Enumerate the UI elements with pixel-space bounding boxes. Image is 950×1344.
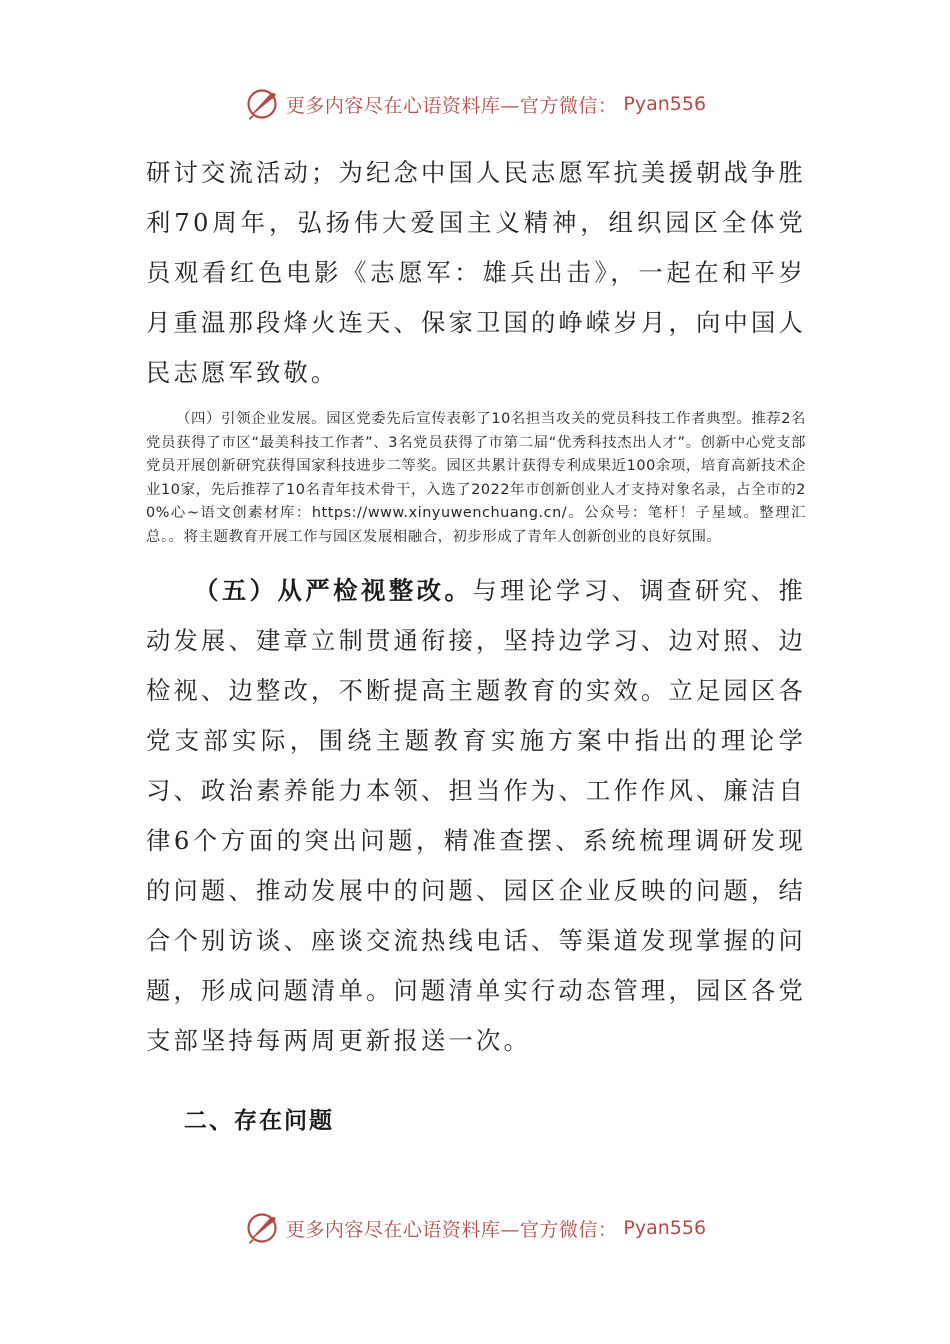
footer-banner-id: Pyan556 — [623, 1217, 707, 1239]
paragraph-continued: 研讨交流活动；为纪念中国人民志愿军抗美援朝战争胜利70周年，弘扬伟大爱国主义精神，组织园区全体党员观看红色电影《志愿军：雄兵出击》，一起在和平岁月重温那段烽火连天、保家卫国的峥嵘岁月，向中国人民志愿军致敬。 — [146, 158, 806, 387]
paragraph-rectification-text: 与理论学习、调查研究、推动发展、建章立制贯通衔接，坚持边学习、边对照、边检视、边整改，不断提高主题教育的实效。立足园区各党支部实际，围绕主题教育实施方案中指出的理论学习、政治素养能力本领、担当作为、工作作风、廉洁自律6个方面的突出问题，精准查摆、系统梳理调研发现的问题、推动发展中的问题、园区企业反映的问题，结合个别访谈、座谈交流热线电话、等渠道发现掌握的问题，形成问题清单。问题清单实行动态管理，园区各党支部坚持每两周更新报送一次。 — [146, 575, 807, 1055]
footer-banner — [0, 1210, 950, 1246]
quill-pen-icon — [244, 1210, 280, 1246]
quill-pen-icon — [244, 86, 280, 122]
section-heading: 二、存在问题 — [184, 1107, 334, 1134]
header-banner — [0, 86, 950, 122]
paragraph-lead-heading: （五）从严检视整改。 — [194, 575, 473, 605]
paragraph-rectification — [146, 566, 806, 1066]
header-banner-text: 更多内容尽在心语资料库—官方微信： — [285, 94, 618, 117]
paragraph-enterprise-development: （四）引领企业发展。园区党委先后宣传表彰了10名担当攻关的党员科技工作者典型。推荐2名党员获得了市区“最美科技工作者”、3名党员获得了市第二届“优秀科技杰出人才”。创新中心党支部党员开展创新研究获得国家科技进步二等奖。园区共累计获得专利成果近100余项，培育高新技术企业10家，先后推荐了10名青年技术骨干，入选了2022年市创新创业人才支持对象名录，占全市的20%心~语文创素材库：https://www.xinyuwenchuang.cn/。公众号：笔杆！子星域。整理汇总。。将主题教育开展工作与园区发展相融合，初步形成了青年人创新创业的良好氛围。 — [146, 411, 806, 545]
header-banner-id: Pyan556 — [623, 93, 707, 115]
document-body — [146, 148, 806, 1135]
footer-banner-text: 更多内容尽在心语资料库—官方微信： — [285, 1218, 618, 1241]
